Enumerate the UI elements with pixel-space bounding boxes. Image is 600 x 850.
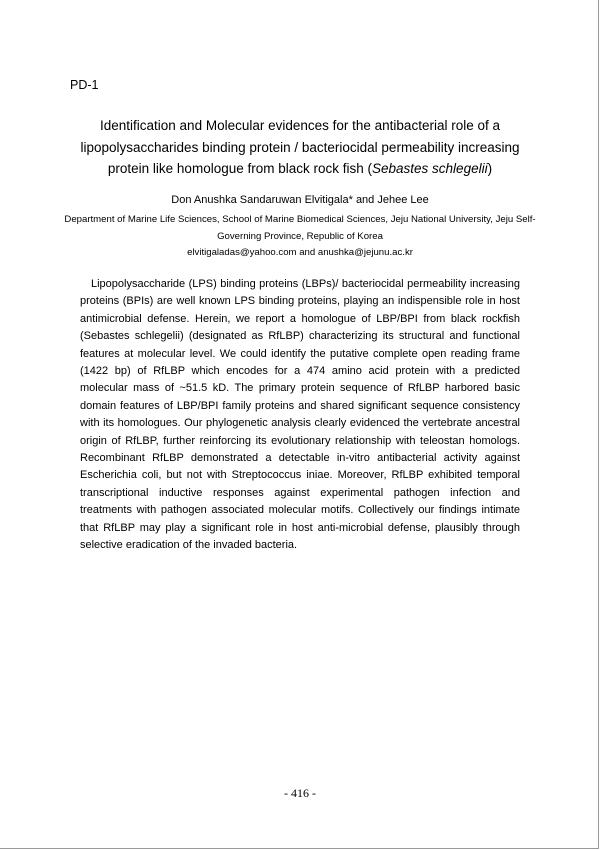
abstract-body: Lipopolysaccharide (LPS) binding proteins (LBPs)/ bacteriocidal permeability increasing proteins (BPIs) are well known LPS binding proteins, playing an indispensible role in host antimicrobial defense. Herein, we report a homologue of LBP/BPI from black rockfish (Sebastes schlegelii) (designated as RfLBP) characterizing its structural and functional features at molecular level. We could identify the putative complete open reading frame (1422 bp) of RfLBP which encodes for a 474 amino acid protein with a predicted molecular mass of ~51.5 kD. The primary protein sequence of RfLBP harbored basic domain features of LBP/BPI family proteins and shared significant sequence consistency with its homologues. Our phylogenetic analysis clearly evidenced the vertebrate ancestral origin of RfLBP, further reinforcing its evolutionary relationship with teleostan homologs. Recombinant RfLBP demonstrated a detectable in-vitro antibacterial activity against Escherichia coli, but not with Streptococcus iniae. Moreover, RfLBP exhibited temporal transcriptional inductive responses against experimental pathogen infection and treatments with pathogen associated molecular motifs. Collectively our findings intimate that RfLBP may play a significant role in host anti-microbial defense, plausibly through selective eradication of the invaded bacteria. <box>80 278 520 552</box>
session-code: PD-1 <box>70 78 99 92</box>
contact-emails: elvitigaladas@yahoo.com and anushka@jejunu.ac.kr <box>187 247 413 258</box>
title-text-end: ) <box>487 161 493 176</box>
author-list: Don Anushka Sandaruwan Elvitigala* and Jehee Lee <box>171 194 429 206</box>
title-text: Identification and Molecular evidences for the antibacterial role of a lipopolysaccharides binding protein / bacteriocidal permeability increasing protein like homologue from black rock fish ( <box>80 118 520 176</box>
page-number: - 416 - <box>284 786 316 800</box>
paper-title <box>60 115 540 180</box>
title-species: Sebastes schlegelii <box>372 161 488 176</box>
affiliation-text: Department of Marine Life Sciences, School of Marine Biomedical Sciences, Jeju National University, Jeju Self-Governing Province, Republic of Korea <box>64 214 536 242</box>
affiliation-block <box>60 212 540 262</box>
